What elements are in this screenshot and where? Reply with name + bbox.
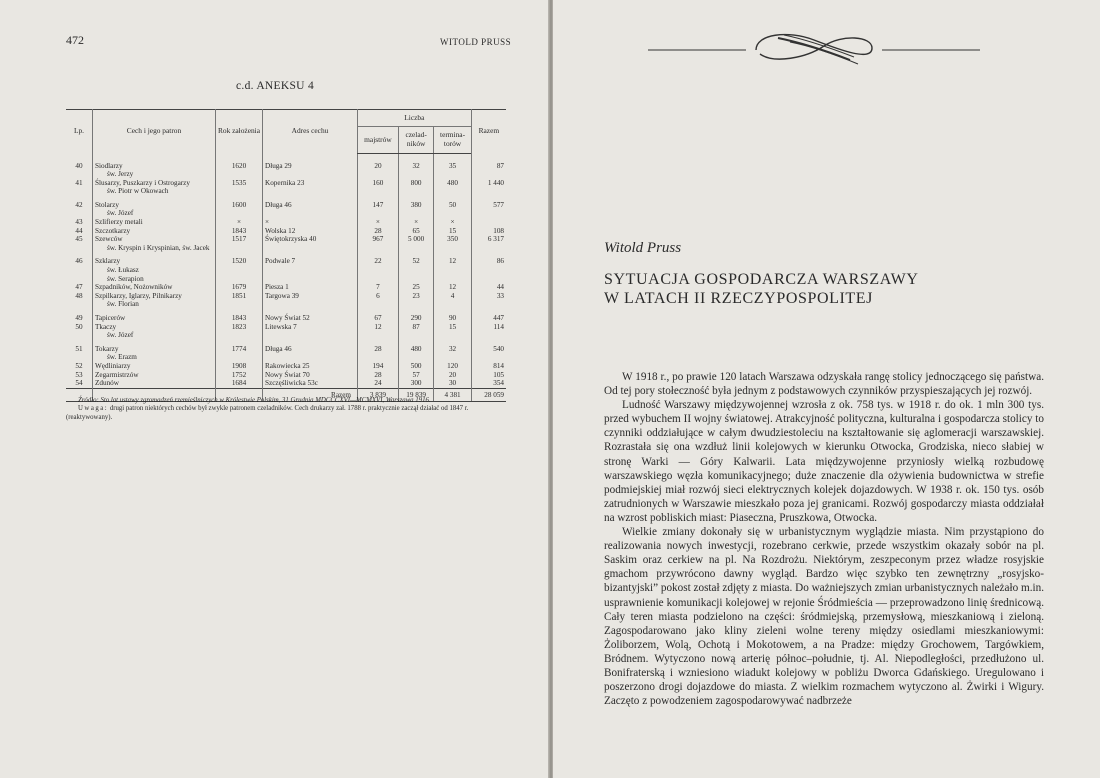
source-label: Źródło: bbox=[78, 397, 99, 404]
cell-razem: 105 bbox=[471, 371, 506, 380]
cech-name: Siodlarzy bbox=[95, 161, 123, 170]
cech-name: Tkaczy bbox=[95, 322, 117, 331]
cell-lp: 45 bbox=[75, 235, 83, 244]
cell-razem: 814 bbox=[471, 362, 506, 371]
cech-patron: św. Florian bbox=[107, 300, 139, 309]
cell-terminatorow: 15 bbox=[434, 227, 471, 236]
cell-czeladnikow: 5 000 bbox=[398, 235, 434, 252]
cell-czeladnikow: 52 bbox=[398, 252, 434, 283]
cell-lp: 44 bbox=[75, 226, 83, 235]
cell-czeladnikow: 32 bbox=[398, 154, 434, 179]
total-razem: 28 059 bbox=[471, 388, 506, 402]
cech-patron: św. Erazm bbox=[107, 353, 137, 362]
table-row bbox=[66, 227, 506, 236]
total-czeladnikow: 19 839 bbox=[398, 388, 434, 402]
cell-rok: 1851 bbox=[216, 292, 263, 309]
cell-adres: × bbox=[263, 218, 358, 227]
cell-czeladnikow: 500 bbox=[398, 362, 434, 371]
table-row bbox=[66, 323, 506, 340]
table-footnotes bbox=[66, 397, 506, 422]
cell-rok: 1620 bbox=[216, 154, 263, 179]
chapter-title-line-1: SYTUACJA GOSPODARCZA WARSZAWY bbox=[604, 271, 919, 288]
cell-majstrow: 24 bbox=[358, 379, 399, 388]
cell-terminatorow: 12 bbox=[434, 283, 471, 292]
cell-rok: 1679 bbox=[216, 283, 263, 292]
cell-adres: Rakowiecka 25 bbox=[263, 362, 358, 371]
table-row bbox=[66, 252, 506, 283]
note-text: drugi patron niektórych cechów był zwykle patronem czeladników. Cech drukarzy zał. 1788 r. praktycznie zaczął działać od 1847 r. (reaktywowany). bbox=[66, 405, 469, 421]
cell-majstrow: 12 bbox=[358, 323, 399, 340]
cell-cech bbox=[93, 323, 216, 340]
cell-majstrow: 6 bbox=[358, 292, 399, 309]
cell-razem: 114 bbox=[471, 323, 506, 340]
note-label: Uwaga: bbox=[78, 405, 109, 413]
table-row bbox=[66, 283, 506, 292]
table-row bbox=[66, 340, 506, 362]
table-row bbox=[66, 218, 506, 227]
cell-cech bbox=[93, 196, 216, 218]
cell-rok: 1843 bbox=[216, 227, 263, 236]
cell-cech bbox=[93, 379, 216, 388]
total-majstrow: 3 839 bbox=[358, 388, 399, 402]
table-row bbox=[66, 371, 506, 380]
cell-rok: × bbox=[216, 218, 263, 227]
cell-rok: 1774 bbox=[216, 340, 263, 362]
paragraph-2: Ludność Warszawy międzywojennej wzrosła z ok. 758 tys. w 1918 r. do ok. 1 mln 300 tys. przed wybuchem II wojny światowej. Atrakcyjność polityczna, kulturalna i gospodarcza stolicy to czynniki oddziałujące w całym dwudziestoleciu na kształtowanie się aglomeracji warszawskiej. Rozrastała się ona wzdłuż linii kolejowych w kierunku Otwocka, Grodziska, nieco słabiej w stronę Warki — Góry Kalwarii. Lata międzywojenne przyniosły wielką rozbudowę warszawskiego węzła komunikacyjnego; duże znaczenie dla ożywienia budownictwa w strefie podmiejskiej miał rozwój sieci elektrycznych kolejek dojazdowych. W 1938 r. ok. 150 tys. osób zatrudnionych w Warszawie mieszkało poza jej granicami. Rozwój gospodarczy miasta oddziałał na wzrost pobliskich miast: Piaseczna, Pruszkowa, Otwocka. bbox=[604, 399, 1044, 524]
cell-terminatorow: 90 bbox=[434, 309, 471, 323]
cell-terminatorow: × bbox=[434, 218, 471, 227]
cell-razem: 86 bbox=[471, 252, 506, 283]
cell-razem: 540 bbox=[471, 340, 506, 362]
cell-lp: 48 bbox=[75, 291, 83, 300]
cech-name: Szpadników, Nożowników bbox=[95, 283, 173, 292]
cell-czeladnikow: 380 bbox=[398, 196, 434, 218]
col-czeladnikow: czelad- ników bbox=[398, 127, 434, 154]
chapter-author: Witold Pruss bbox=[604, 240, 682, 256]
cell-adres: Piesza 1 bbox=[263, 283, 358, 292]
cell-adres: Targowa 39 bbox=[263, 292, 358, 309]
cell-majstrow: 28 bbox=[358, 340, 399, 362]
cell-adres: Długa 29 bbox=[263, 154, 358, 179]
cell-majstrow: 20 bbox=[358, 154, 399, 179]
cell-cech bbox=[93, 218, 216, 227]
col-lp: Lp. bbox=[73, 126, 85, 136]
cell-majstrow: 28 bbox=[358, 227, 399, 236]
cell-cech bbox=[93, 362, 216, 371]
chapter-title bbox=[604, 270, 919, 308]
cell-majstrow: 160 bbox=[358, 179, 399, 196]
page-number: 472 bbox=[66, 33, 84, 47]
cech-patron: św. Jerzy bbox=[107, 170, 134, 179]
cell-czeladnikow: 800 bbox=[398, 179, 434, 196]
cell-majstrow: 28 bbox=[358, 371, 399, 380]
cell-razem: 44 bbox=[471, 283, 506, 292]
cell-cech bbox=[93, 154, 216, 179]
cell-lp: 43 bbox=[75, 218, 83, 227]
cell-terminatorow: 120 bbox=[434, 362, 471, 371]
cell-terminatorow: 4 bbox=[434, 292, 471, 309]
cell-rok: 1908 bbox=[216, 362, 263, 371]
total-label: Razem bbox=[263, 388, 358, 402]
cell-czeladnikow: 290 bbox=[398, 309, 434, 323]
cell-adres: Nowy Świat 70 bbox=[263, 371, 358, 380]
cell-czeladnikow: 23 bbox=[398, 292, 434, 309]
cell-adres: Wolska 12 bbox=[263, 227, 358, 236]
cech-name: Zdunów bbox=[95, 379, 119, 388]
cech-name: Stolarzy bbox=[95, 200, 119, 209]
cell-lp: 54 bbox=[75, 379, 83, 388]
cell-lp: 53 bbox=[75, 370, 83, 379]
cell-terminatorow: 15 bbox=[434, 323, 471, 340]
cell-adres: Nowy Świat 52 bbox=[263, 309, 358, 323]
cech-patron: św. Piotr w Okowach bbox=[107, 187, 169, 196]
table-row bbox=[66, 362, 506, 371]
cell-lp: 50 bbox=[75, 322, 83, 331]
cell-terminatorow: 50 bbox=[434, 196, 471, 218]
cell-rok: 1535 bbox=[216, 179, 263, 196]
cell-terminatorow: 480 bbox=[434, 179, 471, 196]
cell-rok: 1752 bbox=[216, 371, 263, 380]
cell-lp: 42 bbox=[75, 200, 83, 209]
cell-razem: 108 bbox=[471, 227, 506, 236]
source-note bbox=[66, 397, 506, 405]
cell-rok: 1520 bbox=[216, 252, 263, 283]
cell-razem: 1 440 bbox=[471, 179, 506, 196]
cell-majstrow: 7 bbox=[358, 283, 399, 292]
cell-cech bbox=[93, 252, 216, 283]
table-row bbox=[66, 309, 506, 323]
table-row bbox=[66, 292, 506, 309]
cell-majstrow: 22 bbox=[358, 252, 399, 283]
cell-lp: 41 bbox=[75, 178, 83, 187]
cell-adres: Świętokrzyska 40 bbox=[263, 235, 358, 252]
cech-patron: św. Kryspin i Kryspinian, św. Jacek bbox=[107, 243, 210, 252]
cell-rok: 1823 bbox=[216, 323, 263, 340]
table-row bbox=[66, 235, 506, 252]
cell-majstrow: × bbox=[358, 218, 399, 227]
cell-cech bbox=[93, 227, 216, 236]
cell-terminatorow: 32 bbox=[434, 340, 471, 362]
col-adres: Adres cechu bbox=[263, 110, 358, 154]
remark-note bbox=[66, 405, 506, 422]
chapter-body bbox=[604, 370, 1044, 708]
table-row bbox=[66, 154, 506, 179]
cell-adres: Podwale 7 bbox=[263, 252, 358, 283]
col-rok: Rok założenia bbox=[216, 110, 263, 154]
col-cech: Cech i jego patron bbox=[93, 110, 216, 154]
cell-adres: Szczęśliwicka 53c bbox=[263, 379, 358, 388]
cell-majstrow: 194 bbox=[358, 362, 399, 371]
cech-name: Szpilkarzy, Iglarzy, Pilnikarzy bbox=[95, 291, 182, 300]
cech-name: Szczotkarzy bbox=[95, 226, 131, 235]
cell-razem: 354 bbox=[471, 379, 506, 388]
running-head: WITOLD PRUSS bbox=[440, 37, 512, 47]
cell-lp: 49 bbox=[75, 314, 83, 322]
cech-name: Ślusarzy, Puszkarzy i Ostrogarzy bbox=[95, 178, 190, 187]
cech-patron: św. Łukasz bbox=[107, 266, 139, 275]
cell-adres: Litewska 7 bbox=[263, 323, 358, 340]
ornament-icon bbox=[628, 24, 1000, 70]
cell-razem: 33 bbox=[471, 292, 506, 309]
annex-title: c.d. ANEKSU 4 bbox=[235, 80, 314, 92]
cell-cech bbox=[93, 283, 216, 292]
table-row bbox=[66, 379, 506, 388]
cell-terminatorow: 350 bbox=[434, 235, 471, 252]
cell-lp: 46 bbox=[75, 257, 83, 266]
cech-name: Wędliniarzy bbox=[95, 361, 131, 370]
col-terminatorow: termina- torów bbox=[434, 127, 471, 154]
cell-czeladnikow: 65 bbox=[398, 227, 434, 236]
cell-cech bbox=[93, 371, 216, 380]
cell-cech bbox=[93, 309, 216, 323]
cell-lp: 52 bbox=[75, 361, 83, 370]
cell-adres: Długa 46 bbox=[263, 196, 358, 218]
cech-patron: św. Józef bbox=[107, 331, 134, 340]
col-liczba: Liczba bbox=[358, 110, 472, 127]
col-majstrow: majstrów bbox=[358, 127, 399, 154]
cell-czeladnikow: 57 bbox=[398, 371, 434, 380]
cell-adres: Kopernika 23 bbox=[263, 179, 358, 196]
cell-terminatorow: 20 bbox=[434, 371, 471, 380]
col-razem: Razem bbox=[471, 110, 506, 154]
cell-cech bbox=[93, 340, 216, 362]
cell-razem: 6 317 bbox=[471, 235, 506, 252]
cell-majstrow: 967 bbox=[358, 235, 399, 252]
cell-czeladnikow: 87 bbox=[398, 323, 434, 340]
cell-majstrow: 67 bbox=[358, 309, 399, 323]
cell-rok: 1684 bbox=[216, 379, 263, 388]
cell-razem bbox=[471, 218, 506, 227]
cell-czeladnikow: × bbox=[398, 218, 434, 227]
table-row bbox=[66, 196, 506, 218]
cell-lp: 51 bbox=[75, 344, 83, 353]
cech-name: Tokarzy bbox=[95, 344, 119, 353]
cell-cech bbox=[93, 179, 216, 196]
cell-razem: 87 bbox=[471, 154, 506, 179]
cell-rok: 1843 bbox=[216, 309, 263, 323]
cell-rok: 1600 bbox=[216, 196, 263, 218]
cell-czeladnikow: 25 bbox=[398, 283, 434, 292]
cell-czeladnikow: 480 bbox=[398, 340, 434, 362]
table-row bbox=[66, 179, 506, 196]
cell-cech bbox=[93, 235, 216, 252]
cell-czeladnikow: 300 bbox=[398, 379, 434, 388]
total-terminatorow: 4 381 bbox=[434, 388, 471, 402]
cell-cech bbox=[93, 292, 216, 309]
paragraph-1: W 1918 r., po prawie 120 latach Warszawa odzyskała rangę stolicy jednoczącego się państwa. Od tej pory stołeczność była jednym z podstawowych czynników przyspieszających jej rozwój. bbox=[604, 371, 1044, 398]
annex-table-body bbox=[66, 154, 506, 402]
cech-patron: św. Serapion bbox=[107, 274, 144, 283]
cell-lp: 40 bbox=[75, 161, 83, 170]
annex-table bbox=[66, 109, 506, 402]
paragraph-3: Wielkie zmiany dokonały się w urbanistycznym wyglądzie miasta. Nim przystąpiono do realizowania nowych inwestycji, rozebrano cerkwie, przede wszystkim okazały sobór na pl. Saskim oraz cerkiew na pl. Na Rozdrożu. Niektórym, zeszpeconym przez władze rosyjskie gmachom przywrócono dawny wygląd. Bardzo więc szybko ten zewnętrzny „rosyjsko-bizantyjski” pokost został zdjęty z miasta. Do ważniejszych zmian urbanistycznych należało m.in. usprawnienie komunikacji kolejowej w rejonie Śródmieścia — przeprowadzono linię średnicową. Cały teren miasta podzielono na części: śródmiejską, przemysłową, mieszkaniową i zieloną. Zagospodarowano jako kliny zieleni wolne tereny między osiedlami mieszkaniowymi: Żoliborzem, Wolą, Ochotą i Mokotowem, a na Pradze: między Grochowem, Targówkiem, Bródnem. Wytyczono nową arterię północ–południe, tj. Al. Niepodległości, przedłużono ul. Bonifraterską i wzniesiono wiadukt kolejowy w pobliżu Dworca Gdańskiego. Uregulowano i poszerzono drogi dojazdowe do miasta. Z wielkim rozmachem wytyczono al. Żwirki i Wigury. Zaczęto z powodzeniem zagospodarowywać nadbrzeże bbox=[604, 526, 1044, 708]
cech-name: Szlifierzy metali bbox=[95, 218, 143, 227]
cell-terminatorow: 12 bbox=[434, 252, 471, 283]
cell-rok: 1517 bbox=[216, 235, 263, 252]
cell-terminatorow: 30 bbox=[434, 379, 471, 388]
cech-patron: św. Józef bbox=[107, 209, 134, 218]
chapter-title-line-2: W LATACH II RZECZYPOSPOLITEJ bbox=[604, 290, 873, 307]
cell-adres: Długa 46 bbox=[263, 340, 358, 362]
cech-name: Zegarmistrzów bbox=[95, 370, 139, 379]
cech-name: Szewców bbox=[95, 235, 123, 244]
cell-majstrow: 147 bbox=[358, 196, 399, 218]
cell-razem: 577 bbox=[471, 196, 506, 218]
source-text: Sto lat ustawy zgromadzeń rzemieślniczych w Królestwie Polskim, 31 Grudnia MDCCCXVI—MCMXVI, Warszawa 1916. bbox=[100, 397, 431, 404]
cell-terminatorow: 35 bbox=[434, 154, 471, 179]
cech-name: Szklarzy bbox=[95, 257, 121, 266]
cell-lp: 47 bbox=[75, 283, 83, 292]
cell-razem: 447 bbox=[471, 309, 506, 323]
cech-name: Tapicerów bbox=[95, 314, 126, 322]
